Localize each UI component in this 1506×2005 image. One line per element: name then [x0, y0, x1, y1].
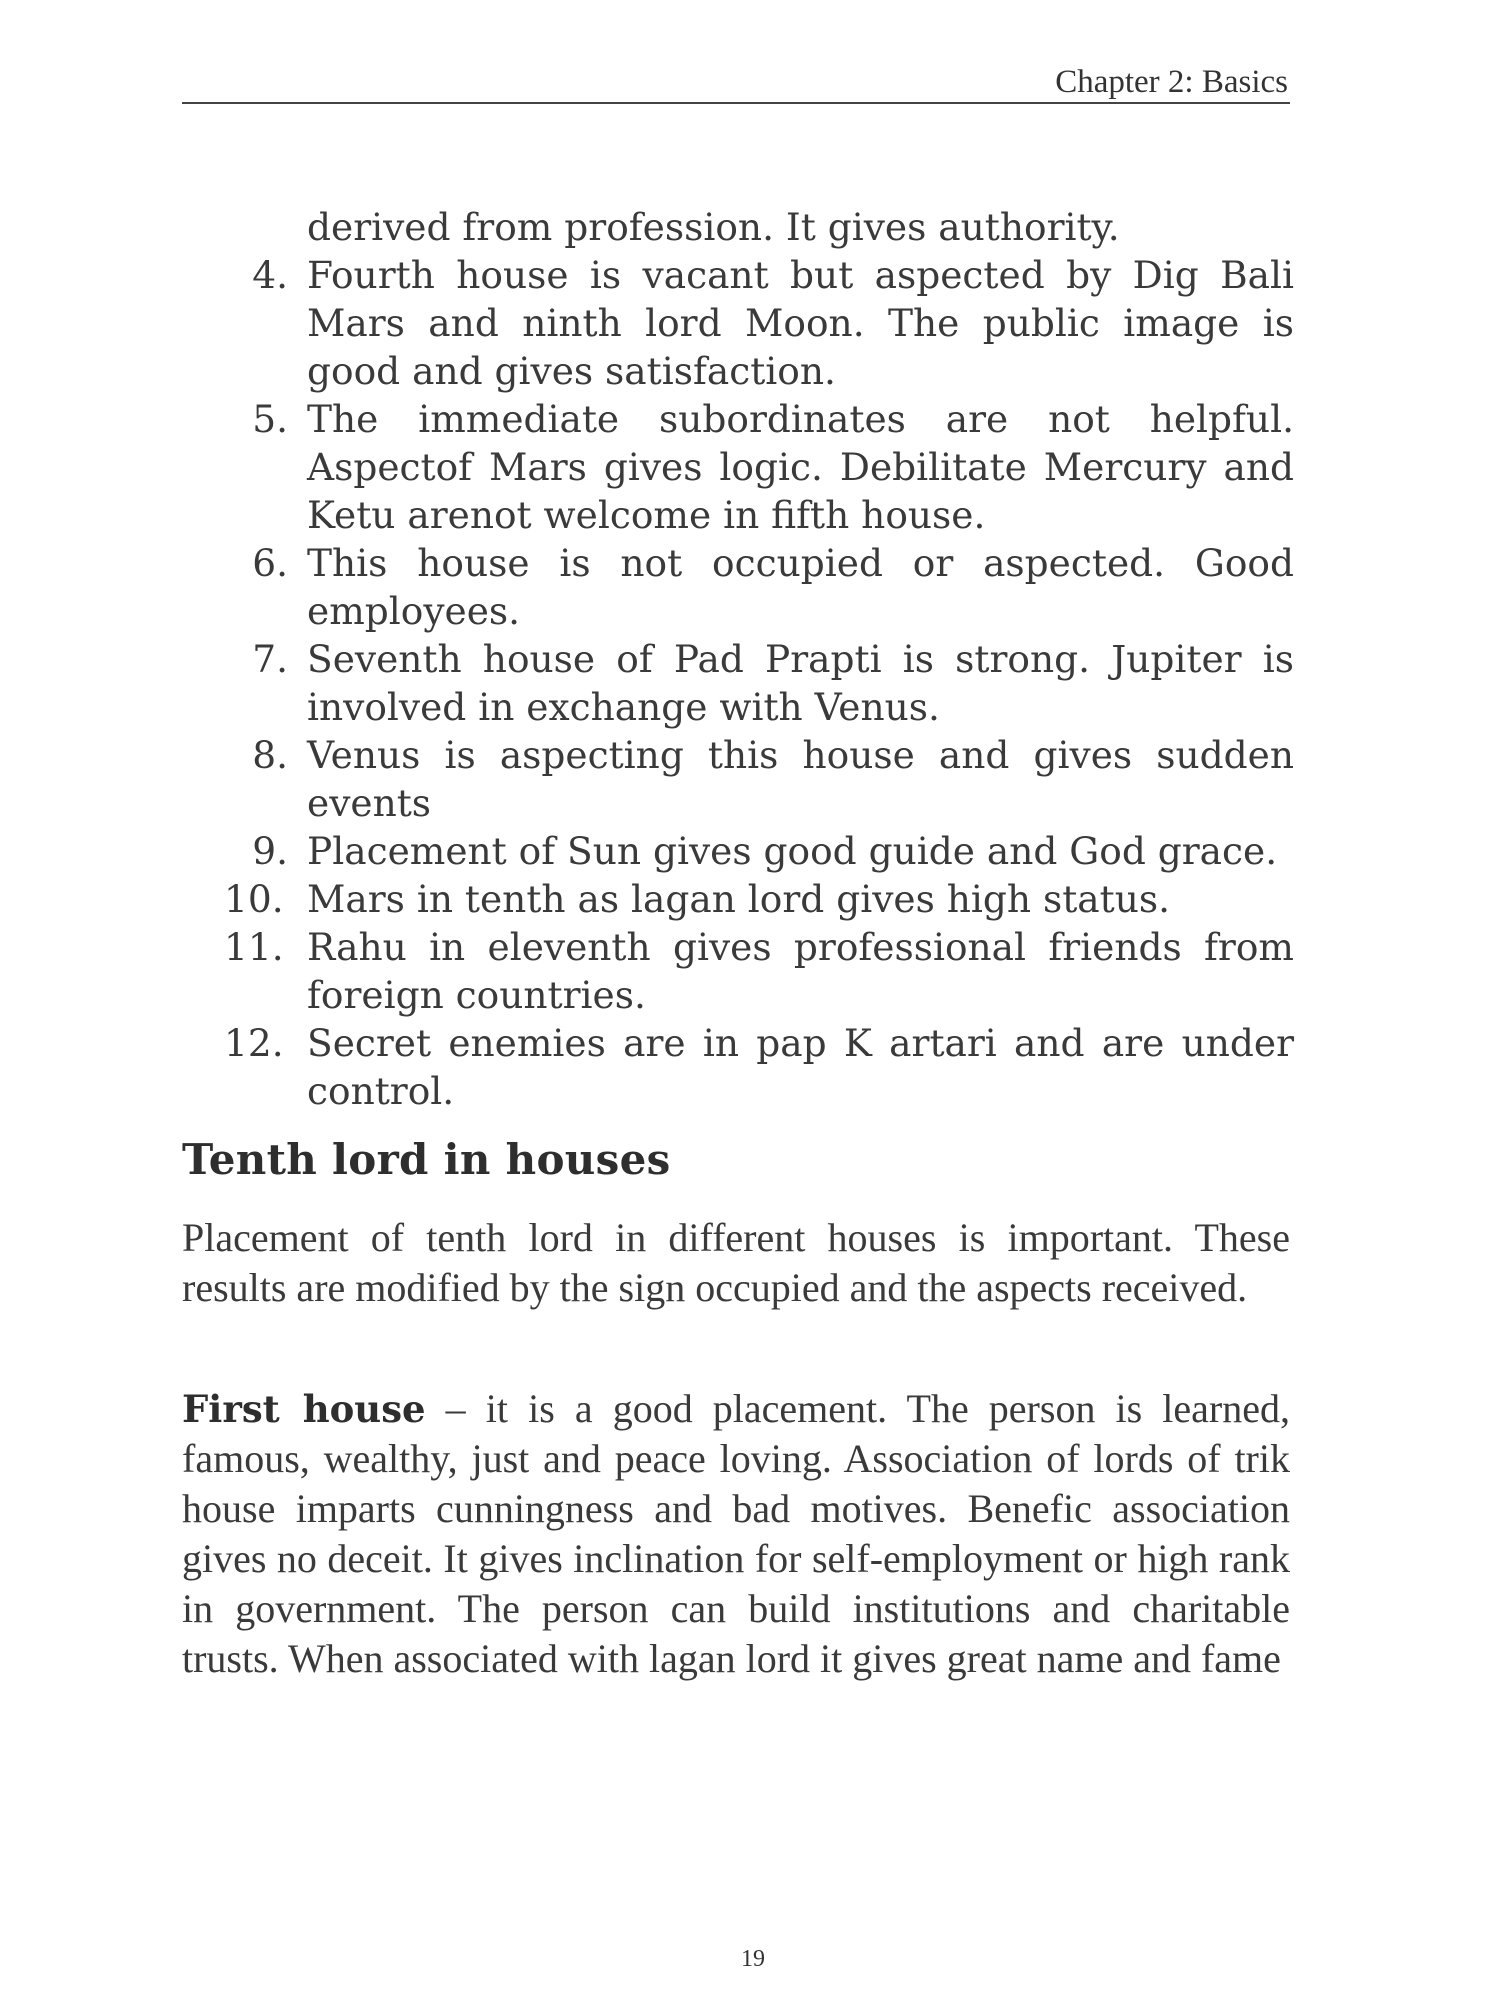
list-item	[232, 635, 1294, 731]
list-item	[232, 539, 1294, 635]
intro-paragraph: Placement of tenth lord in different houses is important. These results are modified by the sign occupied and the aspects received.	[182, 1215, 1290, 1310]
list-item-number: 11.	[224, 925, 284, 969]
running-header-title: Chapter 2: Basics	[1055, 64, 1288, 100]
list-item-text: The immediate subordinates are not helpful. Aspectof Mars gives logic. Debilitate Mercury and Ketu arenot welcome in fifth house.	[307, 397, 1294, 537]
running-header	[182, 58, 1290, 104]
list-item-number: 12.	[224, 1021, 284, 1065]
page-number: 19	[741, 1946, 765, 1972]
list-continuation-text: derived from profession. It gives authority.	[307, 205, 1120, 249]
list-continuation	[232, 203, 1294, 251]
first-house-paragraph	[182, 1384, 1290, 1684]
list-item	[224, 923, 1294, 1019]
list-item	[232, 395, 1294, 539]
list-item-text: Placement of Sun gives good guide and God grace.	[307, 829, 1278, 873]
list-item-number: 9.	[252, 829, 288, 873]
list-item-text: Fourth house is vacant but aspected by Dig Bali Mars and ninth lord Moon. The public image is good and gives satisfaction.	[307, 253, 1294, 393]
list-item-text: Mars in tenth as lagan lord gives high status.	[307, 877, 1171, 921]
list-item-text: Rahu in eleventh gives professional friends from foreign countries.	[307, 925, 1294, 1017]
list-item-number: 8.	[252, 733, 288, 777]
list-item-number: 5.	[252, 397, 288, 441]
list-item-number: 10.	[224, 877, 284, 921]
list-item-text: Venus is aspecting this house and gives sudden events	[307, 733, 1294, 825]
section-heading: Tenth lord in houses	[182, 1135, 671, 1184]
first-house-term: First house	[182, 1387, 426, 1431]
list-item	[232, 731, 1294, 827]
list-item	[232, 827, 1294, 875]
list-item-number: 4.	[252, 253, 288, 297]
list-item-number: 7.	[252, 637, 288, 681]
list-item-text: This house is not occupied or aspected. Good employees.	[307, 541, 1294, 633]
list-item-text: Seventh house of Pad Prapti is strong. Jupiter is involved in exchange with Venus.	[307, 637, 1294, 729]
numbered-list	[224, 203, 1294, 1115]
list-item	[224, 875, 1294, 923]
list-item	[224, 1019, 1294, 1115]
list-item-text: Secret enemies are in pap K artari and are under control.	[307, 1021, 1294, 1113]
list-item-number: 6.	[252, 541, 288, 585]
list-item	[232, 251, 1294, 395]
first-house-text: – it is a good placement. The person is learned, famous, wealthy, just and peace loving. Association of lords of trik house imparts cunningness and bad motives. Benefic association gives no deceit. It gives inclination for self-employment or high rank in government. The person can build institutions and charitable trusts. When associated with lagan lord it gives great name and fame	[182, 1386, 1290, 1681]
